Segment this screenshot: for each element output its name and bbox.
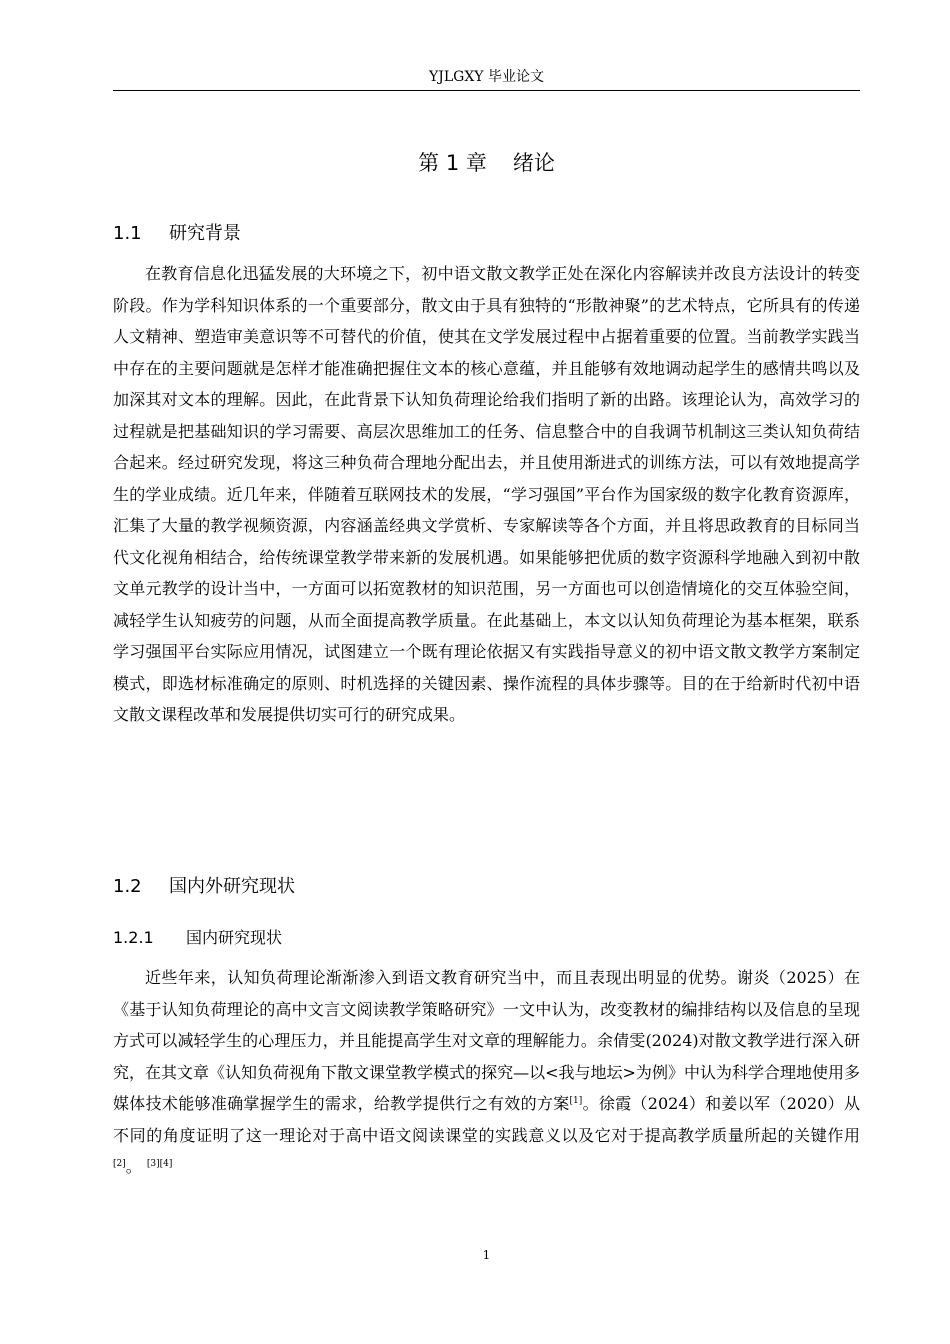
chapter-number: 第 1 章 bbox=[418, 151, 487, 175]
paragraph-text: 近些年来，认知负荷理论渐渐渗入到语文教育研究当中，而且表现出明显的优势。谢炎（2025）在《基于认知负荷理论的高中文言文阅读教学策略研究》一文中认为，改变教材的编排结构以及信息的呈现方式可以减轻学生的心理压力，并且能提高学生对文章的理解能力。余倩雯(2024)对散文教学进行深入研究，在其文章《认知负荷视角下散文课堂教学模式的探究—以<我与地坛>为例》中认为科学合理地使用多媒体技术能够准确掌握学生的需求，给教学提供行之有效的方案 bbox=[113, 968, 860, 1113]
chapter-heading bbox=[113, 148, 860, 178]
section-number: 1.2 bbox=[113, 876, 142, 897]
section-title: 研究背景 bbox=[169, 223, 241, 244]
subsection-heading-1-2-1 bbox=[113, 925, 282, 951]
section-title: 国内外研究现状 bbox=[169, 876, 295, 897]
citation-ref: [3][4] bbox=[146, 1159, 173, 1169]
section-heading-1-2 bbox=[113, 873, 295, 901]
paragraph-text: 。徐霞（2024）和姜以军（2020）从不同的角度证明了这一理论对于高中语文阅读课堂的实践意义以及它对于提高教学质量所起的关键作用 bbox=[113, 1094, 860, 1145]
page-number: 1 bbox=[482, 1248, 491, 1262]
section-heading-1-1 bbox=[113, 220, 241, 248]
body-paragraph-domestic-research bbox=[113, 962, 860, 1183]
section-number: 1.1 bbox=[113, 223, 142, 244]
paragraph-text: 。 bbox=[125, 1157, 142, 1176]
chapter-title: 绪论 bbox=[512, 151, 555, 175]
citation-ref: [2] bbox=[113, 1159, 126, 1169]
running-header: YJLGXY 毕业论文 bbox=[429, 69, 544, 85]
subsection-title: 国内研究现状 bbox=[186, 928, 283, 947]
citation-ref: [1] bbox=[569, 1096, 583, 1106]
header-divider bbox=[113, 90, 860, 91]
subsection-number: 1.2.1 bbox=[113, 928, 154, 947]
body-paragraph-background: 在教育信息化迅猛发展的大环境之下，初中语文散文教学正处在深化内容解读并改良方法设计的转变阶段。作为学科知识体系的一个重要部分，散文由于具有独特的“形散神聚”的艺术特点，它所具有的传递人文精神、塑造审美意识等不可替代的价值，使其在文学发展过程中占据着重要的位置。当前教学实践当中存在的主要问题就是怎样才能准确把握住文本的核心意蕴，并且能够有效地调动起学生的感情共鸣以及加深其对文本的理解。因此，在此背景下认知负荷理论给我们指明了新的出路。该理论认为，高效学习的过程就是把基础知识的学习需要、高层次思维加工的任务、信息整合中的自我调节机制这三类认知负荷结合起来。经过研究发现，将这三种负荷合理地分配出去，并且使用渐进式的训练方法，可以有效地提高学生的学业成绩。近几年来，伴随着互联网技术的发展，“学习强国”平台作为国家级的数字化教育资源库，汇集了大量的教学视频资源，内容涵盖经典文学赏析、专家解读等各个方面，并且将思政教育的目标同当代文化视角相结合，给传统课堂教学带来新的发展机遇。如果能够把优质的数字资源科学地融入到初中散文单元教学的设计当中，一方面可以拓宽教材的知识范围，另一方面也可以创造情境化的交互体验空间，减轻学生认知疲劳的问题，从而全面提高教学质量。在此基础上，本文以认知负荷理论为基本框架，联系学习强国平台实际应用情况，试图建立一个既有理论依据又有实践指导意义的初中语文散文教学方案制定模式，即选材标准确定的原则、时机选择的关键因素、操作流程的具体步骤等。目的在于给新时代初中语文散文课程改革和发展提供切实可行的研究成果。 bbox=[113, 264, 860, 724]
